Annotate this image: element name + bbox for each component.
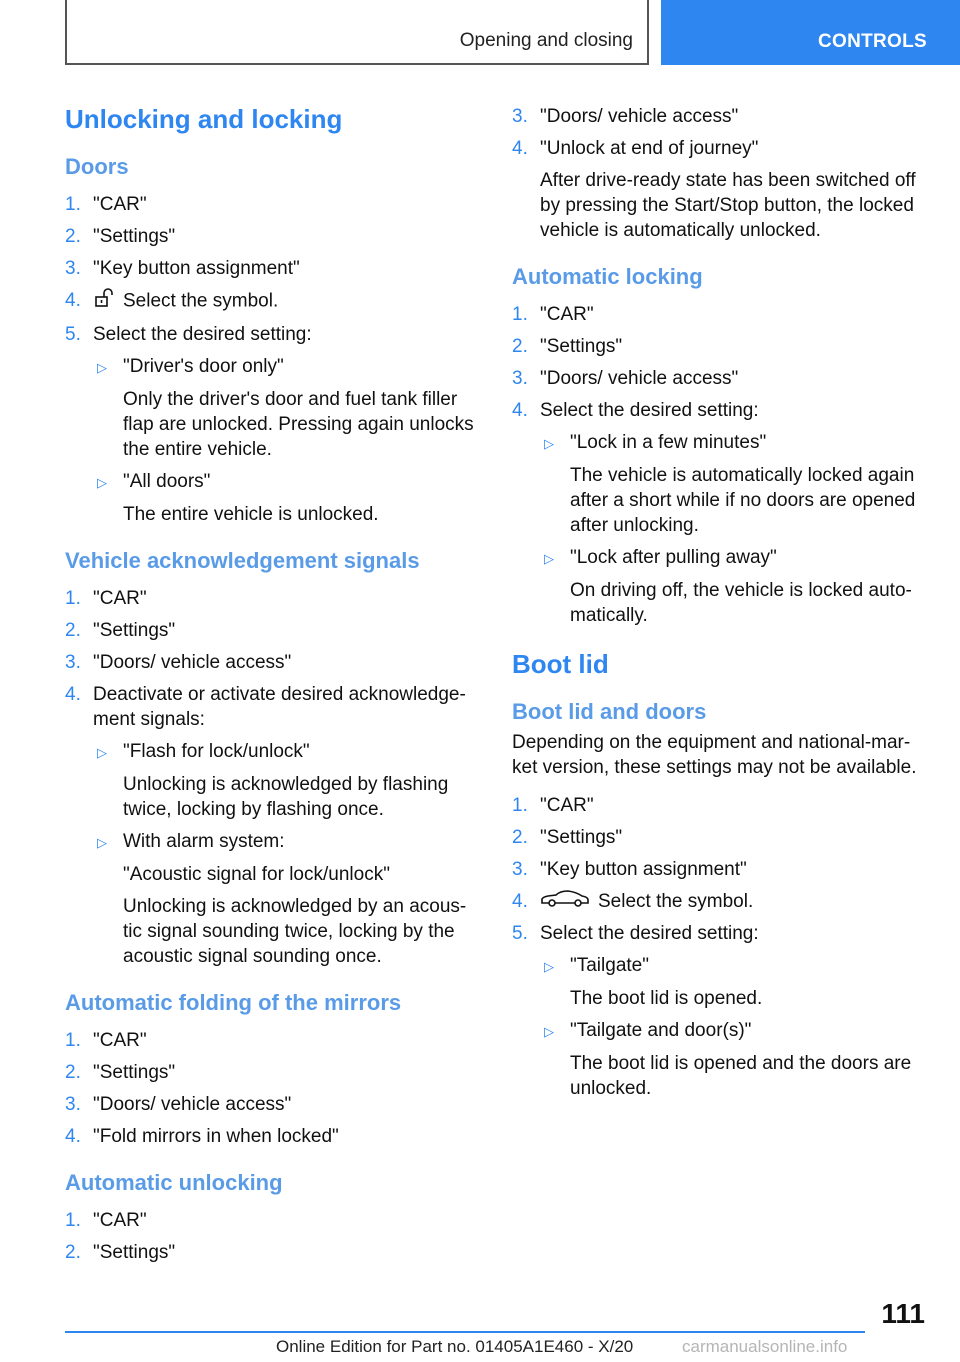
- triangle-right-icon: ▷: [97, 474, 107, 490]
- list-item: [65, 188, 475, 220]
- option-label: "Driver's door only": [123, 355, 284, 377]
- list-text: Select the symbol.: [123, 290, 279, 312]
- list-item: [512, 298, 932, 330]
- intro-paragraph: Depending on the equipment and national-mar-ket version, these settings may not be available.: [512, 732, 917, 778]
- list-number: 1.: [65, 587, 81, 609]
- subheading-auto-unlocking: Automatic unlocking: [65, 1170, 283, 1195]
- section-title-boot-lid: Boot lid: [512, 649, 609, 679]
- list-number: 3.: [65, 651, 81, 673]
- option-description: Unlocking is acknowledged by an acous-tic signal sounding twice, locking by the acoustic signal sounding once.: [123, 895, 467, 967]
- option-item: [512, 541, 932, 574]
- list-item: [65, 582, 475, 614]
- option-label: "Tailgate": [570, 954, 649, 976]
- list-number: 2.: [65, 1061, 81, 1083]
- list-text: "Settings": [93, 619, 176, 641]
- option-label: "All doors": [123, 470, 211, 492]
- list-text: "Key button assignment": [93, 257, 300, 279]
- list-text: "Key button assignment": [540, 858, 747, 880]
- list-number: 4.: [512, 399, 528, 421]
- list-item: [65, 646, 475, 678]
- list-text: "Doors/ vehicle access": [93, 651, 292, 673]
- list-text: "CAR": [540, 303, 594, 325]
- triangle-right-icon: ▷: [97, 834, 107, 850]
- right-column: [512, 100, 932, 1104]
- triangle-right-icon: ▷: [97, 359, 107, 375]
- list-item: [512, 917, 932, 949]
- list-item: [512, 330, 932, 362]
- footer-divider: [65, 1331, 865, 1333]
- list-item: [512, 394, 932, 426]
- list-item: [512, 100, 932, 132]
- triangle-right-icon: ▷: [544, 435, 554, 451]
- list-number: 1.: [512, 794, 528, 816]
- subheading-acknowledgement: Vehicle acknowledgement signals: [65, 548, 420, 573]
- footer-edition: Online Edition for Part no. 01405A1E460 - X/20: [276, 1337, 634, 1356]
- option-description: Unlocking is acknowledged by flashing twice, locking by flashing once.: [123, 773, 449, 820]
- list-text: "Doors/ vehicle access": [93, 1093, 292, 1115]
- option-description: Only the driver's door and fuel tank filler flap are unlocked. Pressing again unlocks the entire vehicle.: [123, 388, 474, 460]
- subheading-boot-lid-doors: Boot lid and doors: [512, 699, 707, 724]
- list-item: [512, 853, 932, 885]
- option-label: With alarm system:: [123, 830, 285, 852]
- option-item: [65, 735, 475, 768]
- triangle-right-icon: ▷: [544, 958, 554, 974]
- left-column: [65, 100, 475, 1268]
- list-item: [65, 1024, 475, 1056]
- list-text: Select the symbol.: [598, 890, 754, 912]
- list-number: 2.: [65, 1241, 81, 1263]
- header-section-box: [65, 0, 649, 65]
- list-item: [65, 284, 475, 318]
- header-chapter-title: CONTROLS: [817, 31, 927, 52]
- list-text: "Doors/ vehicle access": [540, 105, 739, 127]
- list-text: Select the desired setting:: [93, 323, 312, 345]
- triangle-right-icon: ▷: [544, 1023, 554, 1039]
- list-item: [65, 1120, 475, 1152]
- list-item: [65, 614, 475, 646]
- section-title-unlocking: Unlocking and locking: [65, 104, 343, 134]
- list-text: "Settings": [93, 1241, 176, 1263]
- list-text: "CAR": [93, 1029, 147, 1051]
- list-item: [65, 318, 475, 350]
- triangle-right-icon: ▷: [97, 744, 107, 760]
- option-item: [65, 465, 475, 498]
- list-text: "CAR": [93, 587, 147, 609]
- list-number: 2.: [65, 225, 81, 247]
- list-text: "Settings": [93, 225, 176, 247]
- list-text: Select the desired setting:: [540, 922, 759, 944]
- list-item: [65, 220, 475, 252]
- list-number: 4.: [65, 289, 81, 311]
- list-item: [65, 678, 475, 735]
- option-item: [512, 1014, 932, 1047]
- list-number: 1.: [65, 1029, 81, 1051]
- list-text: "Doors/ vehicle access": [540, 367, 739, 389]
- list-number: 5.: [65, 323, 81, 345]
- padlock-open-icon: [93, 288, 115, 315]
- list-number: 4.: [512, 137, 528, 159]
- list-number: 3.: [512, 105, 528, 127]
- option-description: The boot lid is opened.: [570, 987, 763, 1009]
- list-item: [65, 1204, 475, 1236]
- list-text: "Settings": [540, 335, 623, 357]
- watermark: carmanualsonline.info: [682, 1337, 848, 1356]
- subheading-mirrors: Automatic folding of the mirrors: [65, 990, 402, 1015]
- subheading-auto-locking: Automatic locking: [512, 264, 703, 289]
- header-section-title: Opening and closing: [459, 30, 633, 51]
- option-description: The entire vehicle is unlocked.: [123, 503, 379, 525]
- list-number: 1.: [65, 1209, 81, 1231]
- option-item: [512, 426, 932, 459]
- list-item: [512, 821, 932, 853]
- list-item: [512, 885, 932, 917]
- list-number: 4.: [65, 1125, 81, 1147]
- header-chapter-tab: [661, 0, 960, 65]
- option-item: [512, 949, 932, 982]
- list-number: 4.: [512, 890, 528, 912]
- list-number: 3.: [512, 367, 528, 389]
- list-text: "Fold mirrors in when locked": [93, 1125, 339, 1147]
- list-number: 4.: [65, 683, 81, 705]
- list-number: 3.: [512, 858, 528, 880]
- list-item: [512, 789, 932, 821]
- list-text: "CAR": [540, 794, 594, 816]
- list-number: 3.: [65, 1093, 81, 1115]
- option-description: The boot lid is opened and the doors are unlocked.: [570, 1052, 912, 1099]
- option-description: On driving off, the vehicle is locked auto-matically.: [570, 579, 912, 626]
- list-text: "Settings": [540, 826, 623, 848]
- triangle-right-icon: ▷: [544, 550, 554, 566]
- list-text: "Unlock at end of journey": [540, 137, 759, 159]
- option-label: "Tailgate and door(s)": [570, 1019, 752, 1041]
- option-item: [65, 350, 475, 383]
- page-number: 111: [881, 1298, 925, 1329]
- list-item: [65, 1236, 475, 1268]
- option-description: The vehicle is automatically locked again after a short while if no doors are opened after unlocking.: [570, 464, 916, 536]
- list-text: "CAR": [93, 1209, 147, 1231]
- list-item: [65, 1056, 475, 1088]
- option-label: "Lock in a few minutes": [570, 431, 767, 453]
- list-number: 2.: [65, 619, 81, 641]
- list-text: "CAR": [93, 193, 147, 215]
- option-description: "Acoustic signal for lock/unlock": [123, 863, 390, 885]
- list-item: [65, 1088, 475, 1120]
- list-number: 2.: [512, 826, 528, 848]
- list-text: Select the desired setting:: [540, 399, 759, 421]
- list-number: 3.: [65, 257, 81, 279]
- list-number: 1.: [65, 193, 81, 215]
- car-side-icon: [540, 889, 590, 914]
- list-number: 1.: [512, 303, 528, 325]
- list-number: 2.: [512, 335, 528, 357]
- list-item: [65, 252, 475, 284]
- list-text: Deactivate or activate desired acknowledge-ment signals:: [93, 683, 466, 730]
- list-number: 5.: [512, 922, 528, 944]
- list-item: [512, 132, 932, 164]
- list-text: "Settings": [93, 1061, 176, 1083]
- item-description: After drive-ready state has been switched off by pressing the Start/Stop button, the locked vehicle is automatically unlocked.: [540, 169, 916, 241]
- option-label: "Lock after pulling away": [570, 546, 777, 568]
- subheading-doors: Doors: [65, 154, 129, 179]
- option-label: "Flash for lock/unlock": [123, 740, 310, 762]
- option-item: [65, 825, 475, 858]
- list-item: [512, 362, 932, 394]
